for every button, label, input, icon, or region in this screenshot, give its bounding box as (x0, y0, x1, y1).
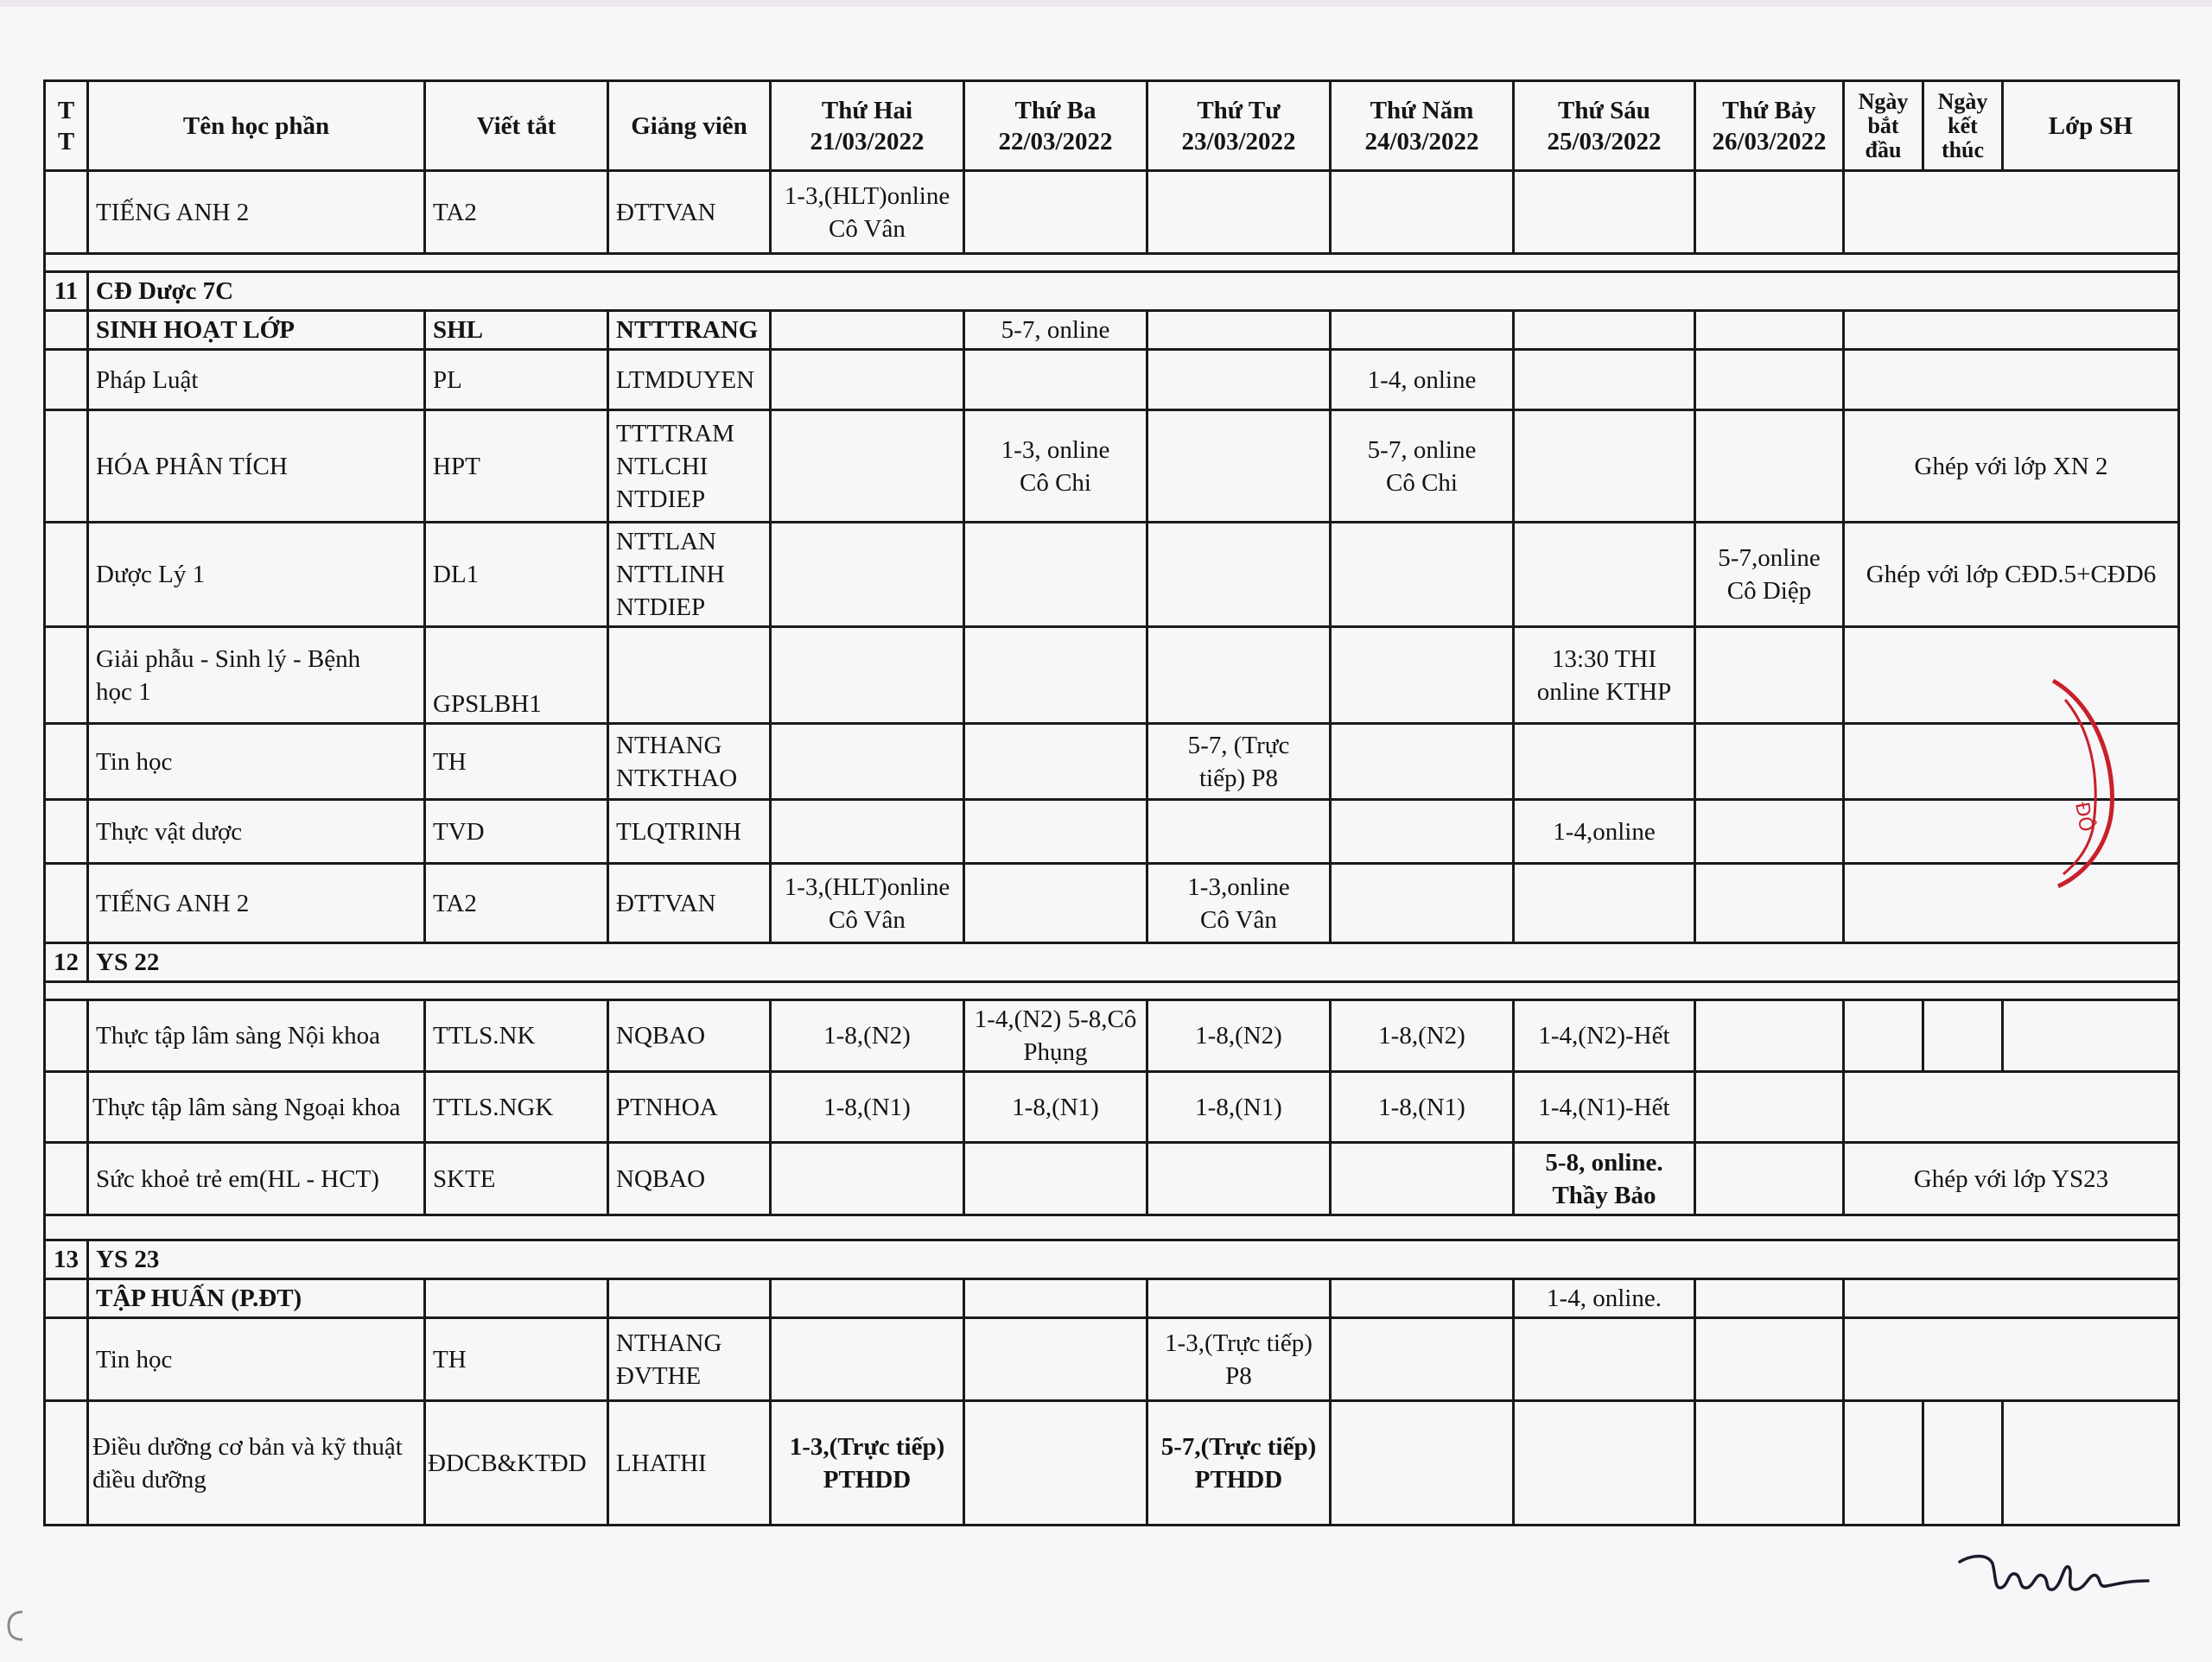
cell-wednesday: 5-7, (Trực tiếp) P8 (1147, 724, 1331, 800)
course-abbr: TA2 (425, 864, 608, 943)
cell-monday: 1-3,(Trực tiếp) PTHDD (771, 1401, 964, 1526)
header-start-date: Ngày bắt đầu (1844, 81, 1923, 171)
table-row (45, 350, 2179, 410)
cell-thursday: 1-4, online (1331, 350, 1514, 410)
header-class: Lớp SH (2003, 81, 2179, 171)
cell-tuesday: 5-7, online (964, 311, 1147, 350)
header-end-date: Ngày kết thúc (1923, 81, 2003, 171)
course-abbr: HPT (425, 410, 608, 523)
page-top-edge (0, 0, 2212, 7)
cell-thursday: 1-8,(N1) (1331, 1072, 1514, 1143)
table-row (45, 311, 2179, 350)
red-stamp-icon (2050, 674, 2127, 890)
header-thursday: Thứ Năm 24/03/2022 (1331, 81, 1514, 171)
table-row (45, 1401, 2179, 1526)
section-number: 11 (45, 272, 88, 311)
header-lecturer: Giảng viên (608, 81, 771, 171)
section-header-13 (45, 1240, 2179, 1279)
header-friday: Thứ Sáu 25/03/2022 (1514, 81, 1695, 171)
course-lecturer: NQBAO (608, 1000, 771, 1072)
cell-wednesday: 1-3,online Cô Vân (1147, 864, 1331, 943)
table-row (45, 171, 2179, 254)
table-row (45, 724, 2179, 800)
course-lecturer: NQBAO (608, 1143, 771, 1215)
cell-tuesday: 1-3, online Cô Chi (964, 410, 1147, 523)
section-title: CĐ Dược 7C (88, 272, 2179, 311)
cell-monday: 1-8,(N2) (771, 1000, 964, 1072)
course-abbr: PL (425, 350, 608, 410)
cell-friday: 1-4,online (1514, 800, 1695, 864)
cell-friday: 5-8, online. Thầy Bảo (1514, 1143, 1695, 1215)
course-lecturer: PTNHOA (608, 1072, 771, 1143)
course-name: Dược Lý 1 (88, 523, 425, 627)
course-lecturer: TLQTRINH (608, 800, 771, 864)
course-name: Thực vật dược (88, 800, 425, 864)
course-lecturer: LTMDUYEN (608, 350, 771, 410)
cell-wednesday: 1-3,(Trực tiếp) P8 (1147, 1318, 1331, 1401)
course-abbr: GPSLBH1 (425, 627, 608, 724)
course-abbr: SHL (425, 311, 608, 350)
cell-tuesday: 1-8,(N1) (964, 1072, 1147, 1143)
section-gap (45, 254, 2179, 272)
cell-friday: 1-4, online. (1514, 1279, 1695, 1318)
header-tt: T T (45, 81, 88, 171)
table-row (45, 1000, 2179, 1072)
header-abbr: Viết tắt (425, 81, 608, 171)
course-lecturer: NTTTRANG (608, 311, 771, 350)
cell-class: Ghép với lớp CĐD.5+CĐD6 (1844, 523, 2179, 627)
course-name: TẬP HUẤN (P.ĐT) (88, 1279, 425, 1318)
course-name: TIẾNG ANH 2 (88, 171, 425, 254)
course-abbr: TH (425, 1318, 608, 1401)
course-name: Tin học (88, 1318, 425, 1401)
course-abbr: ĐDCB&KTĐD (425, 1401, 608, 1526)
cell-friday: 13:30 THI online KTHP (1514, 627, 1695, 724)
course-lecturer: NTTLAN NTTLINH NTDIEP (608, 523, 771, 627)
course-name: Sức khoẻ trẻ em(HL - HCT) (88, 1143, 425, 1215)
course-name: Pháp Luật (88, 350, 425, 410)
table-row (45, 627, 2179, 724)
course-name: Thực tập lâm sàng Nội khoa (88, 1000, 425, 1072)
cell-thursday: 5-7, online Cô Chi (1331, 410, 1514, 523)
section-gap (45, 1215, 2179, 1240)
course-lecturer: LHATHI (608, 1401, 771, 1526)
cell-wednesday: 1-8,(N2) (1147, 1000, 1331, 1072)
section-header-12 (45, 943, 2179, 982)
course-lecturer: NTHANG ĐVTHE (608, 1318, 771, 1401)
course-name: HÓA PHÂN TÍCH (88, 410, 425, 523)
course-lecturer: NTHANG NTKTHAO (608, 724, 771, 800)
header-wednesday: Thứ Tư 23/03/2022 (1147, 81, 1331, 171)
cell-tuesday: 1-4,(N2) 5-8,Cô Phụng (964, 1000, 1147, 1072)
section-title: YS 23 (88, 1240, 2179, 1279)
section-gap (45, 982, 2179, 1000)
header-tuesday: Thứ Ba 22/03/2022 (964, 81, 1147, 171)
course-abbr: TVD (425, 800, 608, 864)
cell-wednesday: 1-8,(N1) (1147, 1072, 1331, 1143)
table-row (45, 1279, 2179, 1318)
course-abbr: TTLS.NK (425, 1000, 608, 1072)
table-row (45, 410, 2179, 523)
table-row (45, 523, 2179, 627)
cell-saturday: 5-7,online Cô Diệp (1695, 523, 1844, 627)
table-row (45, 1143, 2179, 1215)
cell-friday: 1-4,(N1)-Hết (1514, 1072, 1695, 1143)
cell-class: Ghép với lớp YS23 (1844, 1143, 2179, 1215)
schedule-table (43, 79, 2180, 1526)
cell-friday: 1-4,(N2)-Hết (1514, 1000, 1695, 1072)
table-row (45, 864, 2179, 943)
section-title: YS 22 (88, 943, 2179, 982)
page-edge-icon (5, 1608, 26, 1643)
table-row (45, 1318, 2179, 1401)
cell-thursday: 1-8,(N2) (1331, 1000, 1514, 1072)
course-abbr: DL1 (425, 523, 608, 627)
cell-wednesday: 5-7,(Trực tiếp) PTHDD (1147, 1401, 1331, 1526)
course-abbr: TTLS.NGK (425, 1072, 608, 1143)
table-row (45, 800, 2179, 864)
course-abbr: SKTE (425, 1143, 608, 1215)
section-number: 12 (45, 943, 88, 982)
course-lecturer: TTTTRAM NTLCHI NTDIEP (608, 410, 771, 523)
cell-monday: 1-8,(N1) (771, 1072, 964, 1143)
header-row (45, 81, 2179, 171)
section-header-11 (45, 272, 2179, 311)
header-course-name: Tên học phần (88, 81, 425, 171)
course-lecturer: ĐTTVAN (608, 171, 771, 254)
cell-monday: 1-3,(HLT)online Cô Vân (771, 864, 964, 943)
signature-icon (1955, 1546, 2153, 1607)
course-name: Điều dưỡng cơ bản và kỹ thuật điều dưỡng (88, 1401, 425, 1526)
course-name: Tin học (88, 724, 425, 800)
section-number: 13 (45, 1240, 88, 1279)
course-lecturer: ĐTTVAN (608, 864, 771, 943)
svg-text:ĐÔ: ĐÔ (2070, 800, 2097, 834)
schedule-sheet (43, 79, 2177, 1526)
course-name: SINH HOẠT LỚP (88, 311, 425, 350)
course-name: TIẾNG ANH 2 (88, 864, 425, 943)
course-abbr: TA2 (425, 171, 608, 254)
course-name: Thực tập lâm sàng Ngoại khoa (88, 1072, 425, 1143)
header-monday: Thứ Hai 21/03/2022 (771, 81, 964, 171)
table-row (45, 1072, 2179, 1143)
cell-class: Ghép với lớp XN 2 (1844, 410, 2179, 523)
course-abbr: TH (425, 724, 608, 800)
course-name: Giải phẫu - Sinh lý - Bệnh học 1 (88, 627, 425, 724)
header-saturday: Thứ Bảy 26/03/2022 (1695, 81, 1844, 171)
cell-monday: 1-3,(HLT)online Cô Vân (771, 171, 964, 254)
